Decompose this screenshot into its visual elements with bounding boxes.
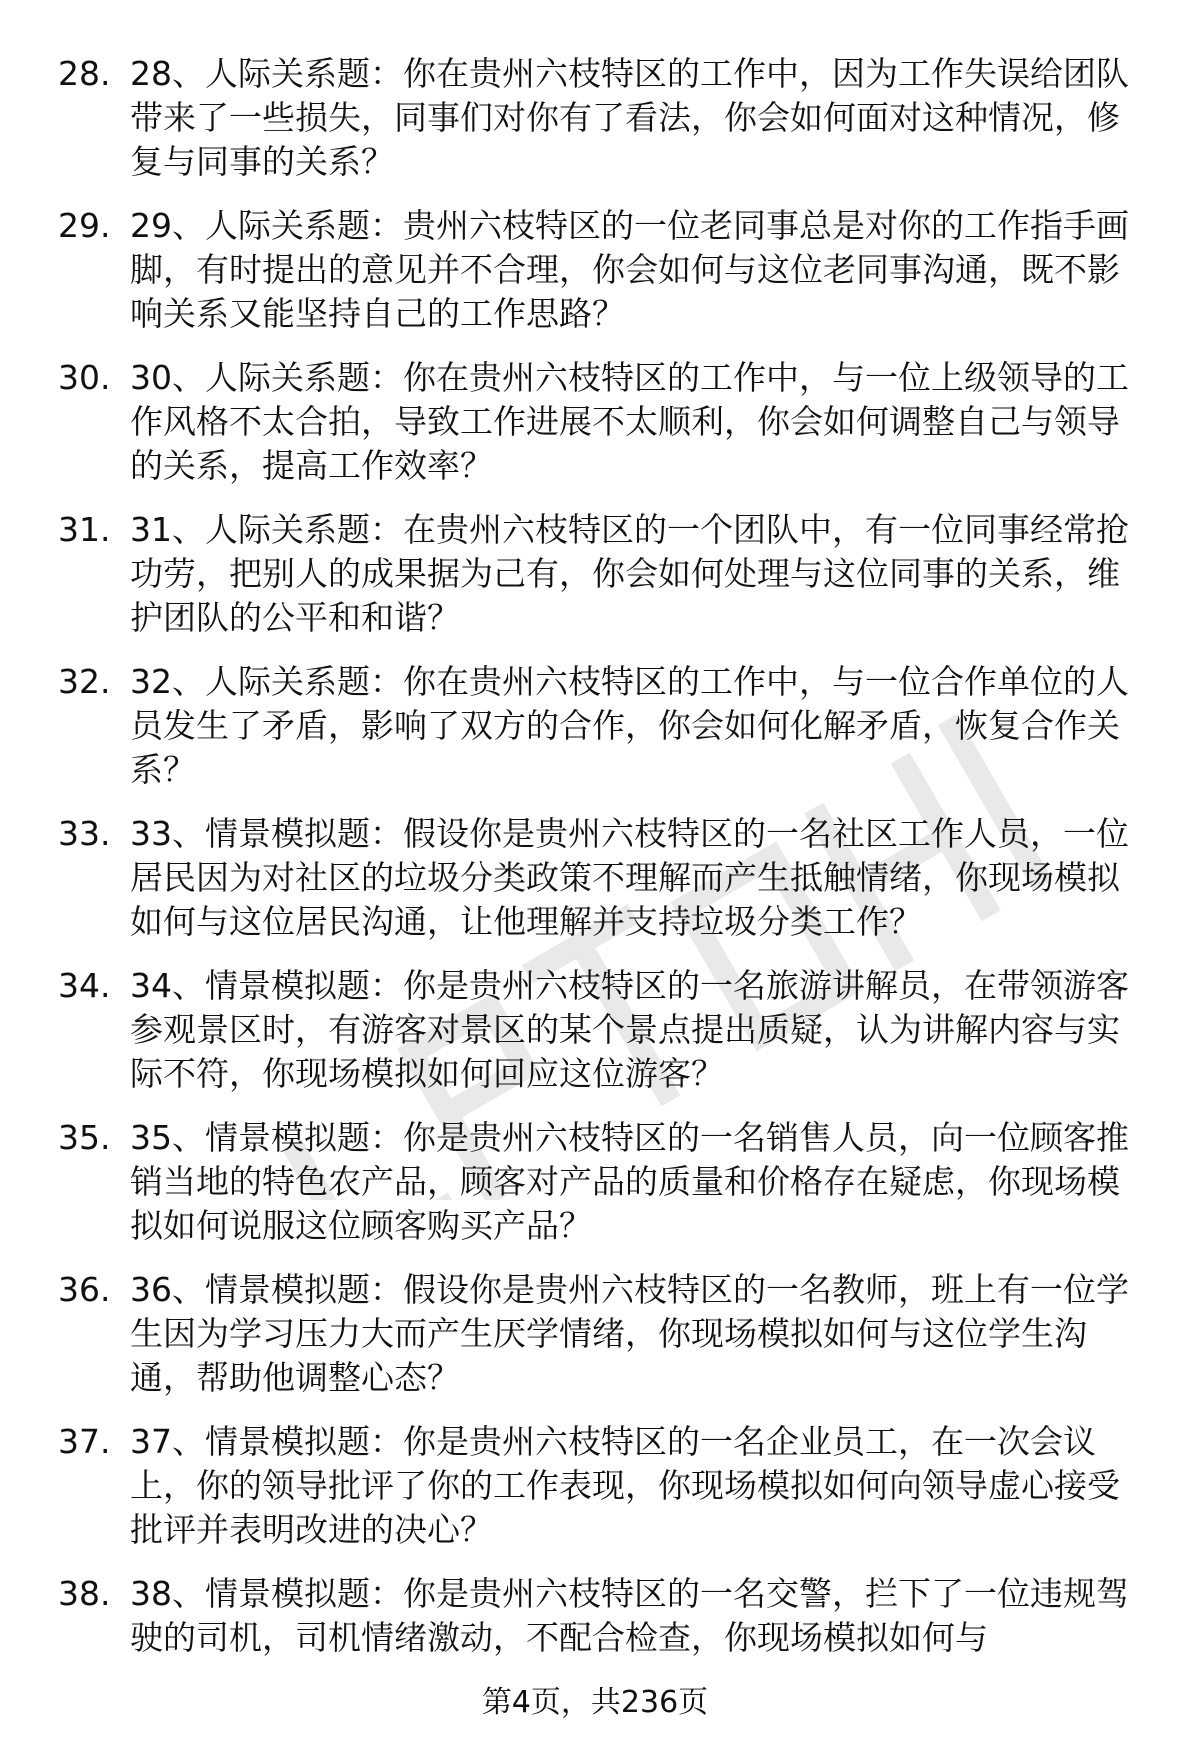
question-list — [58, 52, 1158, 1680]
item-number: 36. — [58, 1270, 111, 1309]
list-item — [58, 812, 1158, 944]
item-number: 38. — [58, 1574, 111, 1613]
item-number: 35. — [58, 1118, 111, 1157]
list-item — [58, 1420, 1158, 1552]
item-text: 32、人际关系题：你在贵州六枝特区的工作中，与一位合作单位的人员发生了矛盾，影响了双方的合作，你会如何化解矛盾，恢复合作关系？ — [130, 662, 1129, 789]
item-text: 34、情景模拟题：你是贵州六枝特区的一名旅游讲解员，在带领游客参观景区时，有游客对景区的某个景点提出质疑，认为讲解内容与实际不符，你现场模拟如何回应这位游客？ — [130, 966, 1129, 1093]
item-text: 29、人际关系题：贵州六枝特区的一位老同事总是对你的工作指手画脚，有时提出的意见并不合理，你会如何与这位老同事沟通，既不影响关系又能坚持自己的工作思路？ — [130, 206, 1129, 333]
list-item — [58, 1116, 1158, 1248]
item-text: 30、人际关系题：你在贵州六枝特区的工作中，与一位上级领导的工作风格不太合拍，导致工作进展不太顺利，你会如何调整自己与领导的关系，提高工作效率？ — [130, 358, 1129, 485]
list-item — [58, 1268, 1158, 1400]
list-item — [58, 660, 1158, 792]
list-item — [58, 508, 1158, 640]
item-number: 33. — [58, 814, 111, 853]
item-number: 29. — [58, 206, 111, 245]
item-text: 37、情景模拟题：你是贵州六枝特区的一名企业员工，在一次会议上，你的领导批评了你的工作表现，你现场模拟如何向领导虚心接受批评并表明改进的决心？ — [130, 1422, 1120, 1549]
item-number: 34. — [58, 966, 111, 1005]
item-text: 38、情景模拟题：你是贵州六枝特区的一名交警，拦下了一位违规驾驶的司机，司机情绪激动，不配合检查，你现场模拟如何与 — [130, 1574, 1129, 1657]
item-number: 31. — [58, 510, 111, 549]
list-item — [58, 204, 1158, 336]
list-item — [58, 964, 1158, 1096]
item-text: 28、人际关系题：你在贵州六枝特区的工作中，因为工作失误给团队带来了一些损失，同事们对你有了看法，你会如何面对这种情况，修复与同事的关系？ — [130, 54, 1129, 181]
item-number: 30. — [58, 358, 111, 397]
list-item — [58, 356, 1158, 488]
item-number: 37. — [58, 1422, 111, 1461]
list-item — [58, 52, 1158, 184]
item-number: 28. — [58, 54, 111, 93]
item-text: 31、人际关系题：在贵州六枝特区的一个团队中，有一位同事经常抢功劳，把别人的成果据为己有，你会如何处理与这位同事的关系，维护团队的公平和和谐？ — [130, 510, 1129, 637]
item-number: 32. — [58, 662, 111, 701]
item-text: 36、情景模拟题：假设你是贵州六枝特区的一名教师，班上有一位学生因为学习压力大而产生厌学情绪，你现场模拟如何与这位学生沟通，帮助他调整心态？ — [130, 1270, 1129, 1397]
item-text: 33、情景模拟题：假设你是贵州六枝特区的一名社区工作人员，一位居民因为对社区的垃圾分类政策不理解而产生抵触情绪，你现场模拟如何与这位居民沟通，让他理解并支持垃圾分类工作？ — [130, 814, 1129, 941]
item-text: 35、情景模拟题：你是贵州六枝特区的一名销售人员，向一位顾客推销当地的特色农产品，顾客对产品的质量和价格存在疑虑，你现场模拟如何说服这位顾客购买产品？ — [130, 1118, 1129, 1245]
list-item — [58, 1572, 1158, 1660]
page-number-footer: 第4页，共236页 — [481, 1685, 709, 1720]
